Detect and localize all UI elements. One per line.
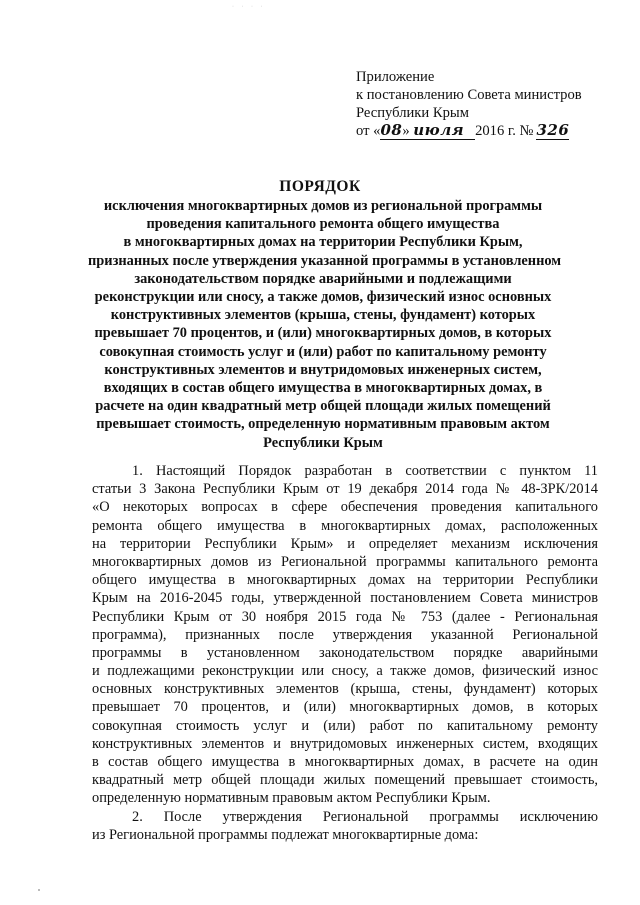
body-line: статьи 3 Закона Республики Крым от 19 декабря 2014 года № 48-ЗРК/2014	[92, 481, 598, 498]
body-line: программа), признанных после утверждения указанной Региональной	[92, 626, 598, 643]
document-body	[92, 462, 598, 844]
date-year: 2016 г. №	[475, 123, 534, 139]
body-line: программы в установленном законодательством порядке аварийными	[92, 644, 598, 661]
subtitle-line: исключения многоквартирных домов из региональной программы	[103, 198, 543, 214]
paragraph-2	[92, 808, 598, 844]
date-day-handwritten: 08» июля	[380, 123, 475, 140]
annex-title: Приложение	[356, 69, 435, 85]
annex-reference: к постановлению Совета министров	[356, 87, 582, 103]
body-line: 1. Настоящий Порядок разработан в соответствии с пунктом 11	[132, 463, 598, 479]
subtitle-line: Республики Крым	[263, 434, 383, 451]
subtitle-line: превышает 70 процентов, и (или) многоквартирных домов, в которых	[94, 325, 552, 342]
body-line: совокупная стоимость услуг и (или) работ по капитальному ремонту	[92, 717, 598, 734]
annex-republic: Республики Крым	[356, 105, 469, 121]
paragraph-1	[92, 462, 598, 808]
body-line: «О некоторых вопросах в сфере обеспечения проведения капитального	[92, 499, 598, 516]
subtitle-line: в многоквартирных домах на территории Республики Крым,	[123, 234, 523, 251]
body-line: Республики Крым от 30 ноября 2015 года № 753 (далее - Региональная	[92, 608, 598, 625]
body-line: и подлежащими реконструкции или сносу, а также домов, физический износ	[92, 663, 598, 680]
body-line: общего имущества в многоквартирных домах на территории Республики	[92, 572, 598, 589]
subtitle-line: реконструкции или сносу, а также домов, физический износ основных	[94, 289, 552, 306]
document-title: ПОРЯДОК	[279, 178, 361, 195]
date-month-handwritten: июля	[413, 121, 465, 139]
annex-date-line	[356, 122, 626, 140]
subtitle-line: проведения капитального ремонта общего имущества	[146, 216, 500, 233]
body-line: превышает 70 процентов, и (или) многоквартирных домов, в которых	[92, 699, 598, 716]
body-line: конструктивных элементов и внутридомовых инженерных систем, входящих	[92, 735, 598, 752]
body-line: в состав общего имущества в многоквартирных домах, в расчете на один	[92, 754, 598, 770]
document-subtitle	[88, 197, 562, 452]
scan-speck	[38, 889, 40, 891]
document-number-handwritten: 326	[536, 121, 570, 139]
annex-header	[356, 68, 626, 140]
subtitle-line: конструктивных элементов и внутридомовых инженерных систем,	[104, 361, 542, 378]
body-line: квадратный метр общей площади жилых помещений превышает стоимость,	[92, 772, 598, 789]
body-line: 2. После утверждения Региональной программы исключению	[132, 808, 598, 825]
subtitle-line: превышает стоимость, определенную нормативным правовым актом	[96, 416, 550, 433]
body-line: определенную нормативным правовым актом Республики Крым.	[92, 790, 491, 807]
subtitle-line: законодательством порядке аварийными и подлежащими	[134, 270, 512, 287]
subtitle-line: признанных после утверждения указанной программы в установленном	[88, 252, 562, 269]
subtitle-line: входящих в состав общего имущества в многоквартирных домах, в	[103, 380, 543, 397]
subtitle-line: совокупная стоимость услуг и (или) работ по капитальному ремонту	[99, 343, 547, 360]
body-line: Крым на 2016-2045 годы, утвержденной постановлением Совета министров	[92, 590, 598, 607]
subtitle-line: конструктивных элементов (крыша, стены, фундамент) которых	[110, 307, 536, 324]
body-line: многоквартирных домов из Региональной программы капитального ремонта	[92, 553, 598, 570]
date-prefix: от «	[356, 123, 381, 139]
subtitle-line: расчете на один квадратный метр общей площади жилых помещений	[95, 398, 551, 415]
body-line: основных конструктивных элементов (крыша, стены, фундамент) которых	[92, 681, 598, 698]
body-line: из Региональной программы подлежат многоквартирные дома:	[92, 826, 479, 843]
body-line: на территории Республики Крым» и определяет механизм исключения	[92, 535, 598, 552]
scan-mark: · · · ·	[232, 4, 266, 10]
body-line: ремонта общего имущества в многоквартирных домах, расположенных	[92, 517, 598, 534]
